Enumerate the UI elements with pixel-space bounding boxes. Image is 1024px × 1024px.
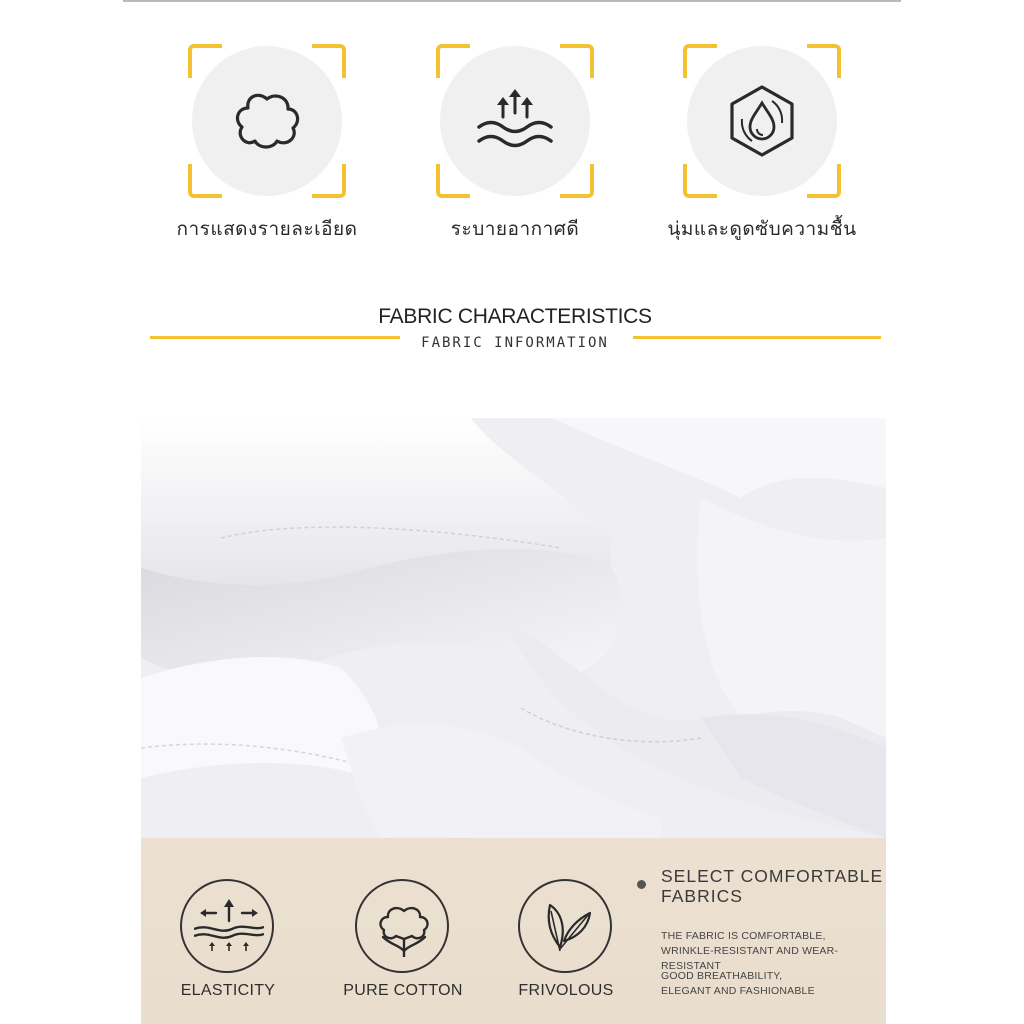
- elasticity-icon: [194, 893, 264, 963]
- feature-detail: [176, 46, 358, 240]
- feather-icon: [532, 893, 602, 963]
- feature-icon-frame: [687, 46, 837, 196]
- corner-bracket: [683, 44, 717, 78]
- corner-bracket: [312, 44, 346, 78]
- select-heading: SELECT COMFORTABLE FABRICS: [661, 866, 884, 906]
- corner-bracket: [312, 164, 346, 198]
- corner-bracket: [683, 164, 717, 198]
- cotton-flower-icon: [369, 893, 439, 963]
- corner-bracket: [560, 164, 594, 198]
- corner-bracket: [188, 44, 222, 78]
- select-line-4: ELEGANT AND FASHIONABLE: [661, 985, 815, 997]
- property-label: ELASTICITY: [180, 982, 276, 999]
- corner-bracket: [188, 164, 222, 198]
- corner-bracket: [807, 164, 841, 198]
- corner-bracket: [560, 44, 594, 78]
- feature-label: การแสดงรายละเอียด: [176, 218, 358, 240]
- corner-bracket: [436, 164, 470, 198]
- corner-bracket: [807, 44, 841, 78]
- feature-soft-absorbent: [667, 46, 857, 240]
- select-line-3: GOOD BREATHABILITY,: [661, 970, 783, 982]
- property-ring: [518, 879, 612, 973]
- fabric-photo: [141, 418, 886, 1024]
- section-subtitle: FABRIC INFORMATION: [421, 335, 609, 351]
- bullet-dot: [637, 880, 646, 889]
- feature-label: นุ่มและดูดซับความชื้น: [667, 218, 857, 240]
- feature-label: ระบายอากาศดี: [450, 218, 580, 240]
- feature-icon-frame: [192, 46, 342, 196]
- moisture-drop-hexagon-icon: [722, 81, 802, 161]
- property-ring: [180, 879, 274, 973]
- property-ring: [355, 879, 449, 973]
- top-divider: [123, 0, 901, 2]
- select-line-2: WRINKLE-RESISTANT AND WEAR-RESISTANT: [661, 945, 839, 972]
- breathable-waves-icon: [475, 81, 555, 161]
- property-label: FRIVOLOUS: [518, 982, 614, 999]
- section-title: FABRIC CHARACTERISTICS: [378, 305, 652, 328]
- property-label: PURE COTTON: [343, 982, 463, 999]
- feature-breathable: [440, 46, 590, 240]
- corner-bracket: [436, 44, 470, 78]
- feature-icon-frame: [440, 46, 590, 196]
- select-line-1: THE FABRIC IS COMFORTABLE,: [661, 930, 826, 942]
- cotton-cloud-icon: [227, 81, 307, 161]
